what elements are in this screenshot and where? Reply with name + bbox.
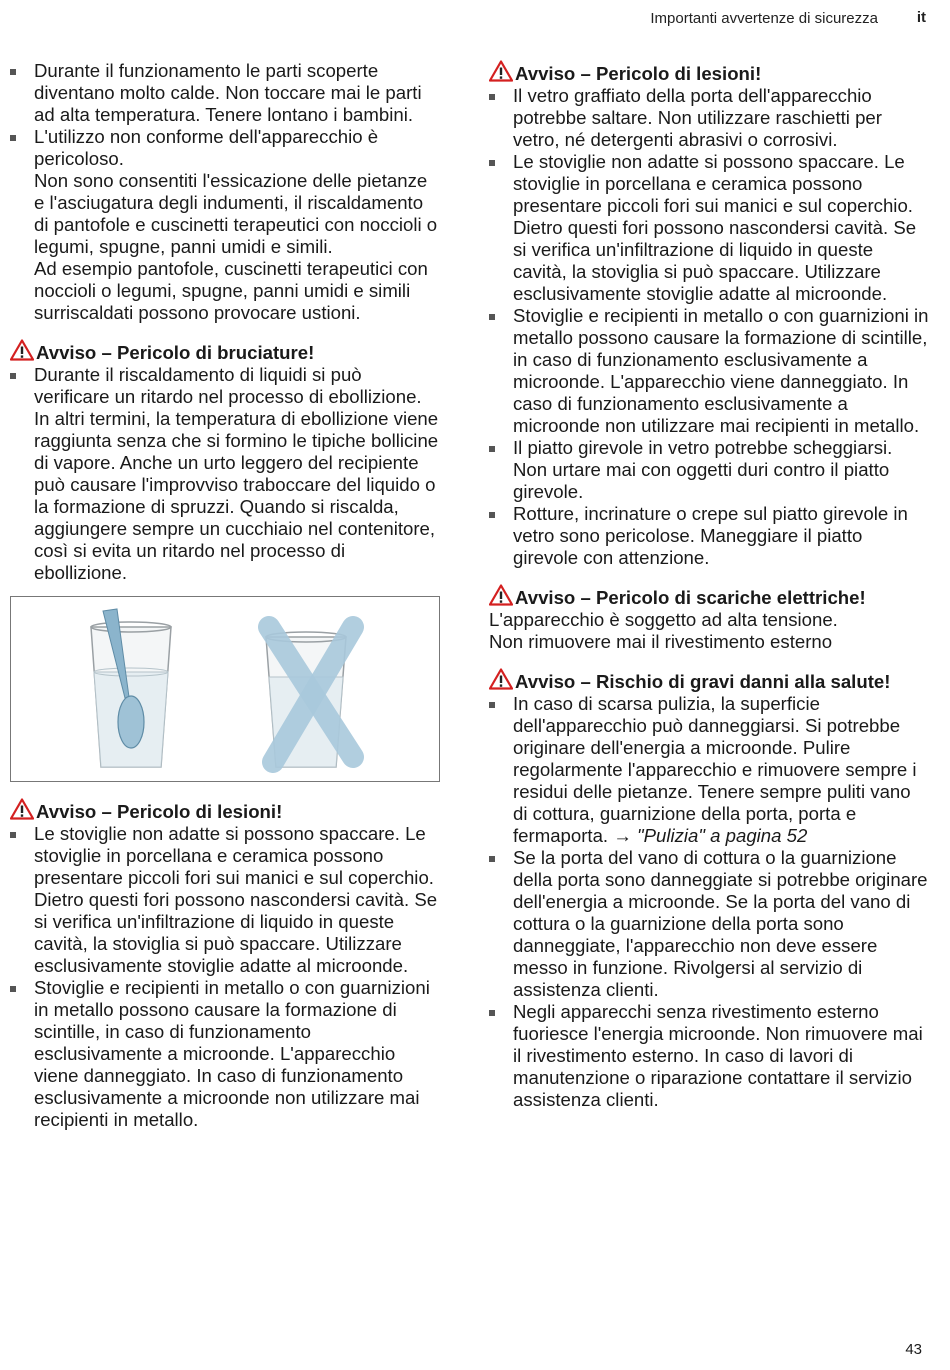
warning-heading: Avviso – Pericolo di bruciature! bbox=[10, 339, 440, 364]
paragraph: Non sono consentiti l'essicazione delle pietanze e l'asciugatura degli indumenti, il riscaldamento di pantofole e cuscinetti terapeutici con noccioli o legumi, spugne, panni umidi e simili. bbox=[34, 170, 438, 257]
bullet-icon bbox=[10, 135, 16, 141]
warning-triangle-icon bbox=[489, 60, 513, 82]
list-item: Se la porta del vano di cottura o la guarnizione della porta sono danneggiate si potrebbe originare dell'energia a microonde. Se la porta del vano di cottura o la guarnizione della porta sono danneggiate, l'apparecchio non deve essere messo in funzione. Rivolgersi al servizio di assistenza clienti. bbox=[489, 847, 929, 1001]
glass-spoon-illustration bbox=[10, 596, 440, 782]
warning-triangle-icon bbox=[10, 798, 34, 820]
bullet-icon bbox=[489, 446, 495, 452]
paragraph: Non rimuovere mai il rivestimento esterno bbox=[489, 631, 833, 652]
bullet-icon bbox=[489, 856, 495, 862]
list-item: L'utilizzo non conforme dell'apparecchio è pericoloso. bbox=[10, 126, 440, 170]
list-item: Rotture, incrinature o crepe sul piatto girevole in vetro sono pericolose. Maneggiare il piatto girevole con attenzione. bbox=[489, 503, 929, 569]
bullet-icon bbox=[10, 69, 16, 75]
header-language: it bbox=[916, 9, 926, 26]
page-header bbox=[0, 8, 950, 30]
left-column bbox=[10, 60, 440, 1131]
warning-triangle-icon bbox=[489, 668, 513, 690]
right-column bbox=[489, 60, 929, 1111]
warning-heading: Avviso – Pericolo di lesioni! bbox=[10, 798, 440, 823]
bullet-icon bbox=[489, 512, 495, 518]
list-item: Durante il riscaldamento di liquidi si può verificare un ritardo nel processo di ebollizione. In altri termini, la temperatura di ebollizione viene raggiunta senza che si formino le tipiche bollicine di vapore. Anche un urto leggero del recipiente può causare l'improvviso traboccare del liquido o la formazione di spruzzi. Quando si riscalda, aggiungere sempre un cucchiaio nel contenitore, così si evita un ritardo nel processo di ebollizione. bbox=[10, 364, 440, 584]
list-item: Durante il funzionamento le parti scoperte diventano molto calde. Non toccare mai le parti ad alta temperatura. Tenere lontano i bambini. bbox=[10, 60, 440, 126]
bullet-icon bbox=[489, 314, 495, 320]
paragraph: Ad esempio pantofole, cuscinetti terapeutici con noccioli o legumi, spugne, panni umidi e simili surriscaldati possono provocare ustioni. bbox=[34, 258, 428, 323]
bullet-icon bbox=[10, 986, 16, 992]
warning-heading: Avviso – Pericolo di scariche elettriche! bbox=[489, 584, 929, 609]
list-item: Negli apparecchi senza rivestimento esterno fuoriesce l'energia microonde. Non rimuovere mai il rivestimento esterno. In caso di lavori di manutenzione o riparazione contattare il servizio assistenza clienti. bbox=[489, 1001, 929, 1111]
list-item: In caso di scarsa pulizia, la superficie dell'apparecchio può danneggiarsi. Si potrebbe originare dell'energia a microonde. Pulire regolarmente l'apparecchio e rimuovere sempre i residui delle pietanze. Tenere sempre puliti vano di cottura, guarnizione della porta, porta e fermaporta. → "Pulizia" a pagina 52 bbox=[489, 693, 929, 847]
warning-heading: Avviso – Rischio di gravi danni alla salute! bbox=[489, 668, 929, 693]
list-item: Stoviglie e recipienti in metallo o con guarnizioni in metallo possono causare la formazione di scintille, in caso di funzionamento esclusivamente a microonde. L'apparecchio viene danneggiato. In caso di funzionamento esclusivamente a microonde non utilizzare mai recipienti in metallo. bbox=[489, 305, 929, 437]
page-number: 43 bbox=[905, 1341, 922, 1358]
bullet-icon bbox=[489, 702, 495, 708]
list-item: Il piatto girevole in vetro potrebbe scheggiarsi. Non urtare mai con oggetti duri contro il piatto girevole. bbox=[489, 437, 929, 503]
bullet-icon bbox=[489, 94, 495, 100]
warning-heading: Avviso – Pericolo di lesioni! bbox=[489, 60, 929, 85]
bullet-icon bbox=[10, 832, 16, 838]
paragraph: L'apparecchio è soggetto ad alta tensione. bbox=[489, 609, 838, 630]
bullet-icon bbox=[10, 373, 16, 379]
glass-with-spoon-icon bbox=[11, 597, 439, 781]
warning-triangle-icon bbox=[10, 339, 34, 361]
bullet-icon bbox=[489, 160, 495, 166]
warning-triangle-icon bbox=[489, 584, 513, 606]
page-reference-link[interactable]: → "Pulizia" a pagina 52 bbox=[613, 825, 808, 846]
list-item: Stoviglie e recipienti in metallo o con guarnizioni in metallo possono causare la formazione di scintille, in caso di funzionamento esclusivamente a microonde. L'apparecchio viene danneggiato. In caso di funzionamento esclusivamente a microonde non utilizzare mai recipienti in metallo. bbox=[10, 977, 440, 1131]
header-section-title: Importanti avvertenze di sicurezza bbox=[650, 10, 878, 27]
bullet-icon bbox=[489, 1010, 495, 1016]
list-item: Le stoviglie non adatte si possono spaccare. Le stoviglie in porcellana e ceramica possono presentare piccoli fori sui manici e sul coperchio. Dietro questi fori possono nascondersi cavità. Se si verifica un'infiltrazione di liquido in queste cavità, la stoviglia si può spaccare. Utilizzare esclusivamente stoviglie adatte al microonde. bbox=[10, 823, 440, 977]
list-item: Le stoviglie non adatte si possono spaccare. Le stoviglie in porcellana e ceramica possono presentare piccoli fori sui manici e sul coperchio. Dietro questi fori possono nascondersi cavità. Se si verifica un'infiltrazione di liquido in queste cavità, la stoviglia si può spaccare. Utilizzare esclusivamente stoviglie adatte al microonde. bbox=[489, 151, 929, 305]
list-item: Il vetro graffiato della porta dell'apparecchio potrebbe saltare. Non utilizzare raschietti per vetro, né detergenti abrasivi o corrosivi. bbox=[489, 85, 929, 151]
